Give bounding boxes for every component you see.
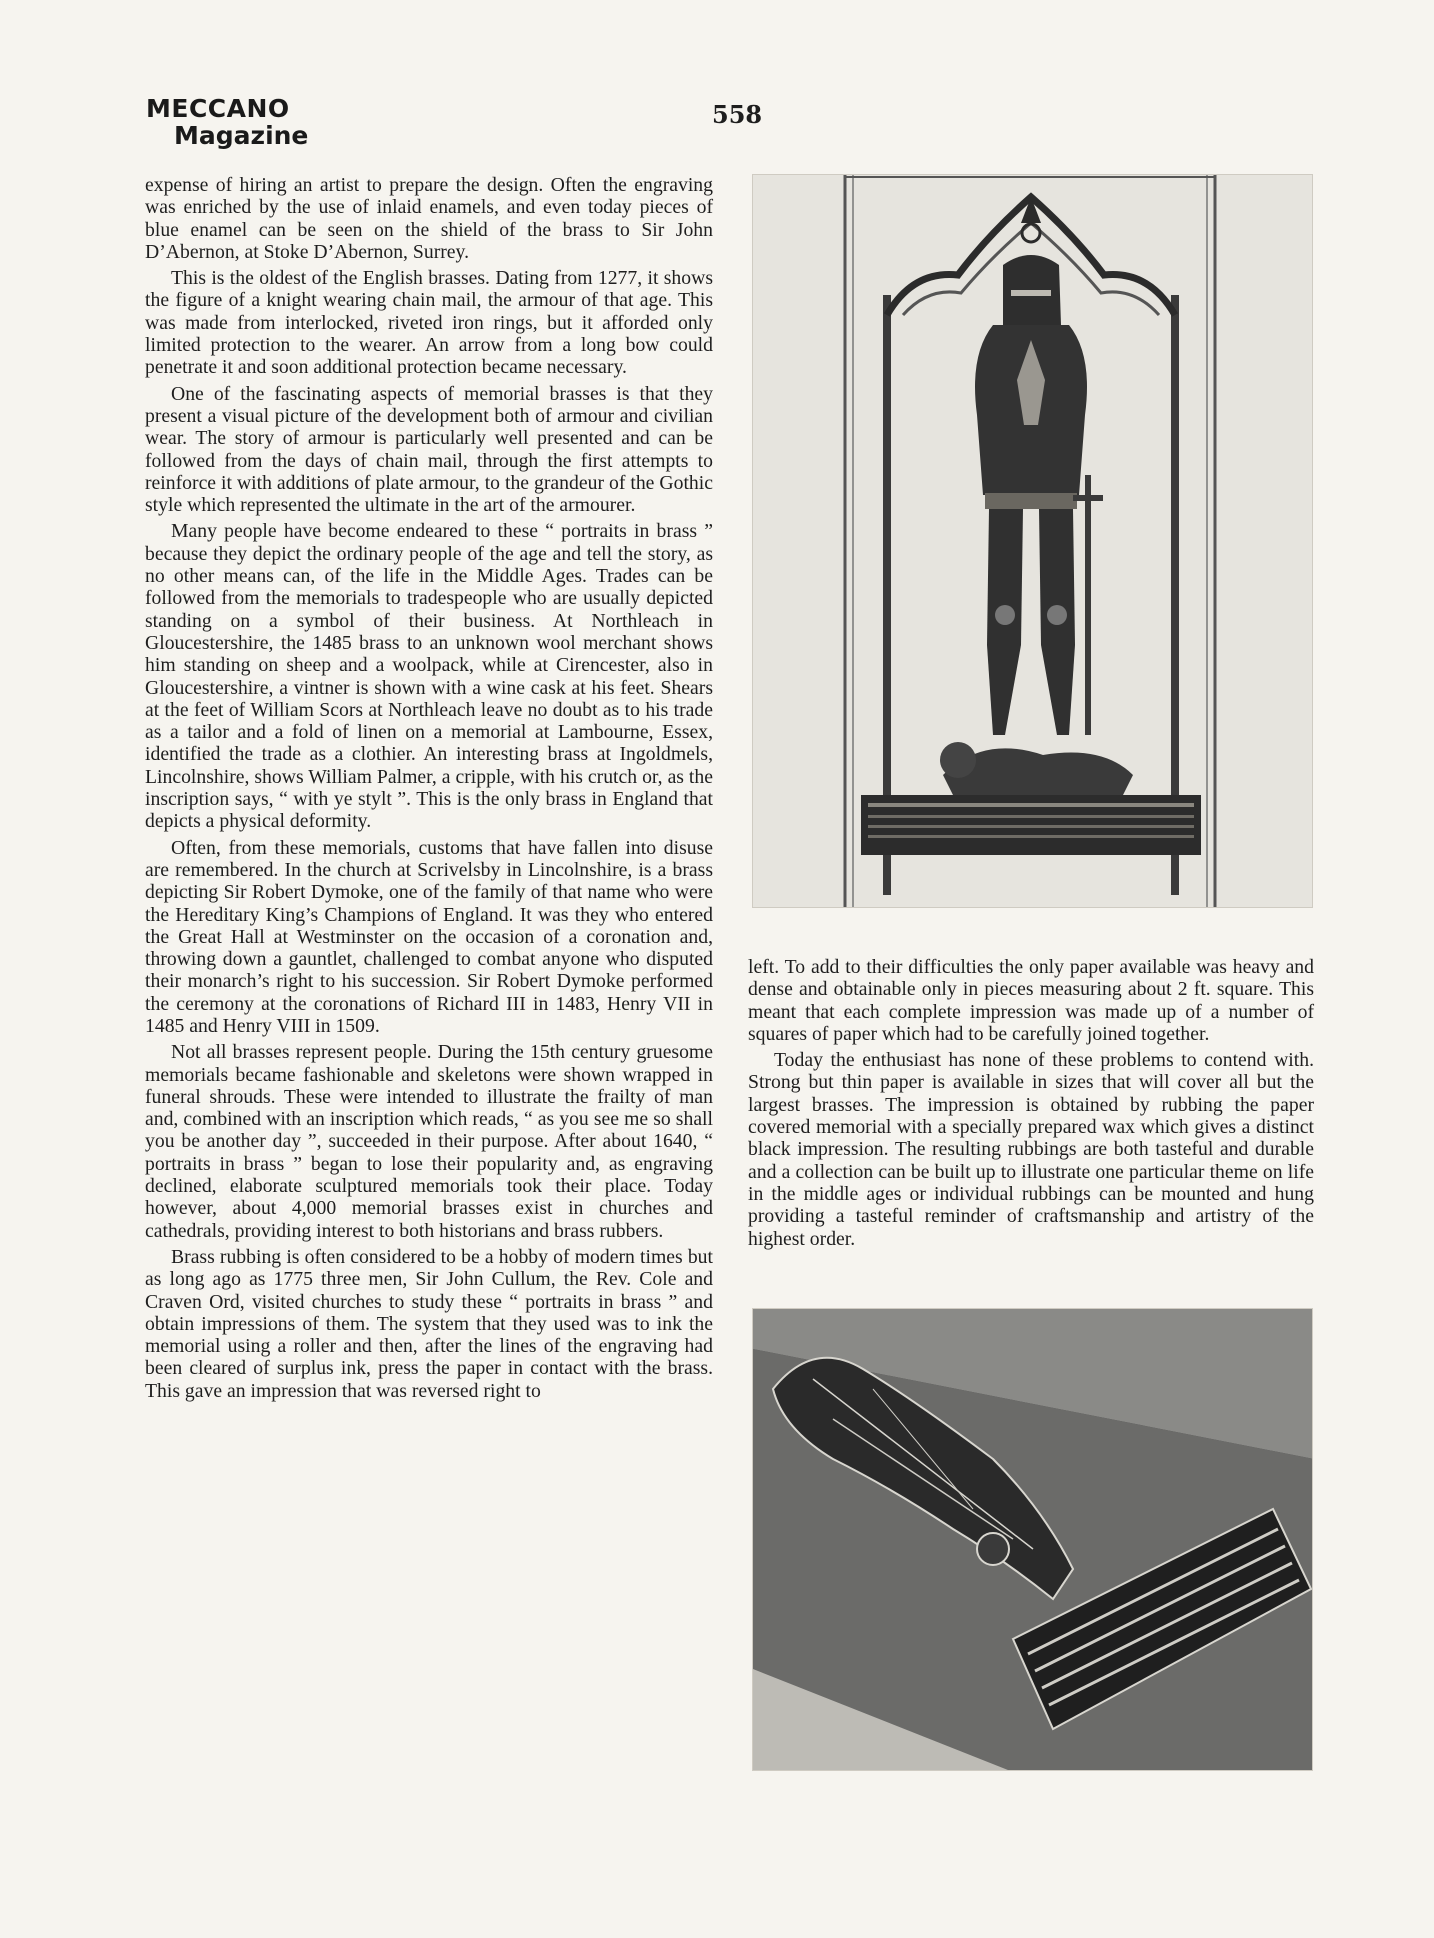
masthead-line-1: MECCANO xyxy=(146,94,290,123)
memorial-brass-slab-icon xyxy=(753,1309,1313,1771)
article-column-right xyxy=(748,956,1314,1254)
paragraph: This is the oldest of the English brasses. Dating from 1277, it shows the figure of a knight wearing chain mail, the armour of that age. This was made from interlocked, riveted iron rings, but it afforded only limited protection to the wearer. An arrow from a long bow could penetrate it and soon additional protection became necessary. xyxy=(145,267,713,379)
knight-brass-rubbing-photo xyxy=(752,174,1313,908)
memorial-brass-slab-photo xyxy=(752,1308,1313,1771)
paragraph: left. To add to their difficulties the only paper available was heavy and dense and obtainable only in pieces measuring about 2 ft. square. This meant that each complete impression was made up of a number of squares of paper which had to be carefully joined together. xyxy=(748,956,1314,1045)
article-column-left xyxy=(145,174,713,1406)
page-number: 558 xyxy=(712,100,763,129)
paragraph: Many people have become endeared to these “ portraits in brass ” because they depict the ordinary people of the age and tell the story, as no other means can, of the life in the Middle Ages. Trades can be followed from the memorials to tradespeople who are usually depicted standing on a symbol of their business. At Northleach in Gloucestershire, the 1485 brass to an unknown wool merchant shows him standing on sheep and a woolpack, while at Cirencester, also in Gloucestershire, a vintner is shown with a wine cask at his feet. Shears at the feet of William Scors at Northleach leave no doubt as to his trade as a tailor and a fold of linen on a memorial at Lambourne, Essex, identified the trade as a clothier. An interesting brass at Ingoldmels, Lincolnshire, shows William Palmer, a cripple, with his crutch or, as the inscription says, “ with ye stylt ”. This is the only brass in England that depicts a physical deformity. xyxy=(145,520,713,833)
paragraph: Not all brasses represent people. During the 15th century gruesome memorials became fashionable and skeletons were shown wrapped in funeral shrouds. These were intended to illustrate the frailty of man and, combined with an inscription which reads, “ as you see me so shall you be another day ”, succeeded in their purpose. After about 1640, “ portraits in brass ” began to lose their popularity and, as engraving declined, elaborate sculptured memorials took their place. Today however, about 4,000 memorial brasses exist in churches and cathedrals, providing interest to both historians and brass rubbers. xyxy=(145,1041,713,1242)
paragraph: expense of hiring an artist to prepare the design. Often the engraving was enriched by the use of inlaid enamels, and even today pieces of blue enamel can be seen on the shield of the brass to Sir John D’Abernon, at Stoke D’Abernon, Surrey. xyxy=(145,174,713,263)
paragraph: One of the fascinating aspects of memorial brasses is that they present a visual picture of the development both of armour and civilian wear. The story of armour is particularly well presented and can be followed from the days of chain mail, through the first attempts to reinforce it with additions of plate armour, to the grandeur of the Gothic style which represented the ultimate in the art of the armourer. xyxy=(145,382,713,517)
paragraph: Often, from these memorials, customs that have fallen into disuse are remembered. In the church at Scrivelsby in Lincolnshire, is a brass depicting Sir Robert Dymoke, one of the family of that name who were the Hereditary King’s Champions of England. It was they who entered the Great Hall at Westminster on the occasion of a coronation and, throwing down a gauntlet, challenged to combat anyone who disputed their monarch’s right to his succession. Sir Robert Dymoke performed the ceremony at the coronations of Richard III in 1483, Henry VII in 1485 and Henry VIII in 1509. xyxy=(145,836,713,1037)
magazine-masthead xyxy=(146,96,308,148)
masthead-line-2: Magazine xyxy=(174,121,309,150)
knight-brass-rubbing-icon xyxy=(753,175,1313,908)
paragraph: Today the enthusiast has none of these problems to contend with. Strong but thin paper is available in sizes that will cover all but the largest brasses. The impression is obtained by rubbing the paper covered memorial with a specially prepared wax which gives a distinct black impression. The resulting rubbings are both tasteful and durable and a collection can be built up to illustrate one particular theme on life in the middle ages or individual rubbings can be mounted and hung providing a tasteful reminder of craftsmanship and artistry of the highest order. xyxy=(748,1049,1314,1250)
paragraph: Brass rubbing is often considered to be a hobby of modern times but as long ago as 1775 three men, Sir John Cullum, the Rev. Cole and Craven Ord, visited churches to study these “ portraits in brass ” and obtain impressions of them. The system that they used was to ink the memorial using a roller and then, after the lines of the engraving had been cleared of surplus ink, press the paper in contact with the brass. This gave an impression that was reversed right to xyxy=(145,1245,713,1402)
